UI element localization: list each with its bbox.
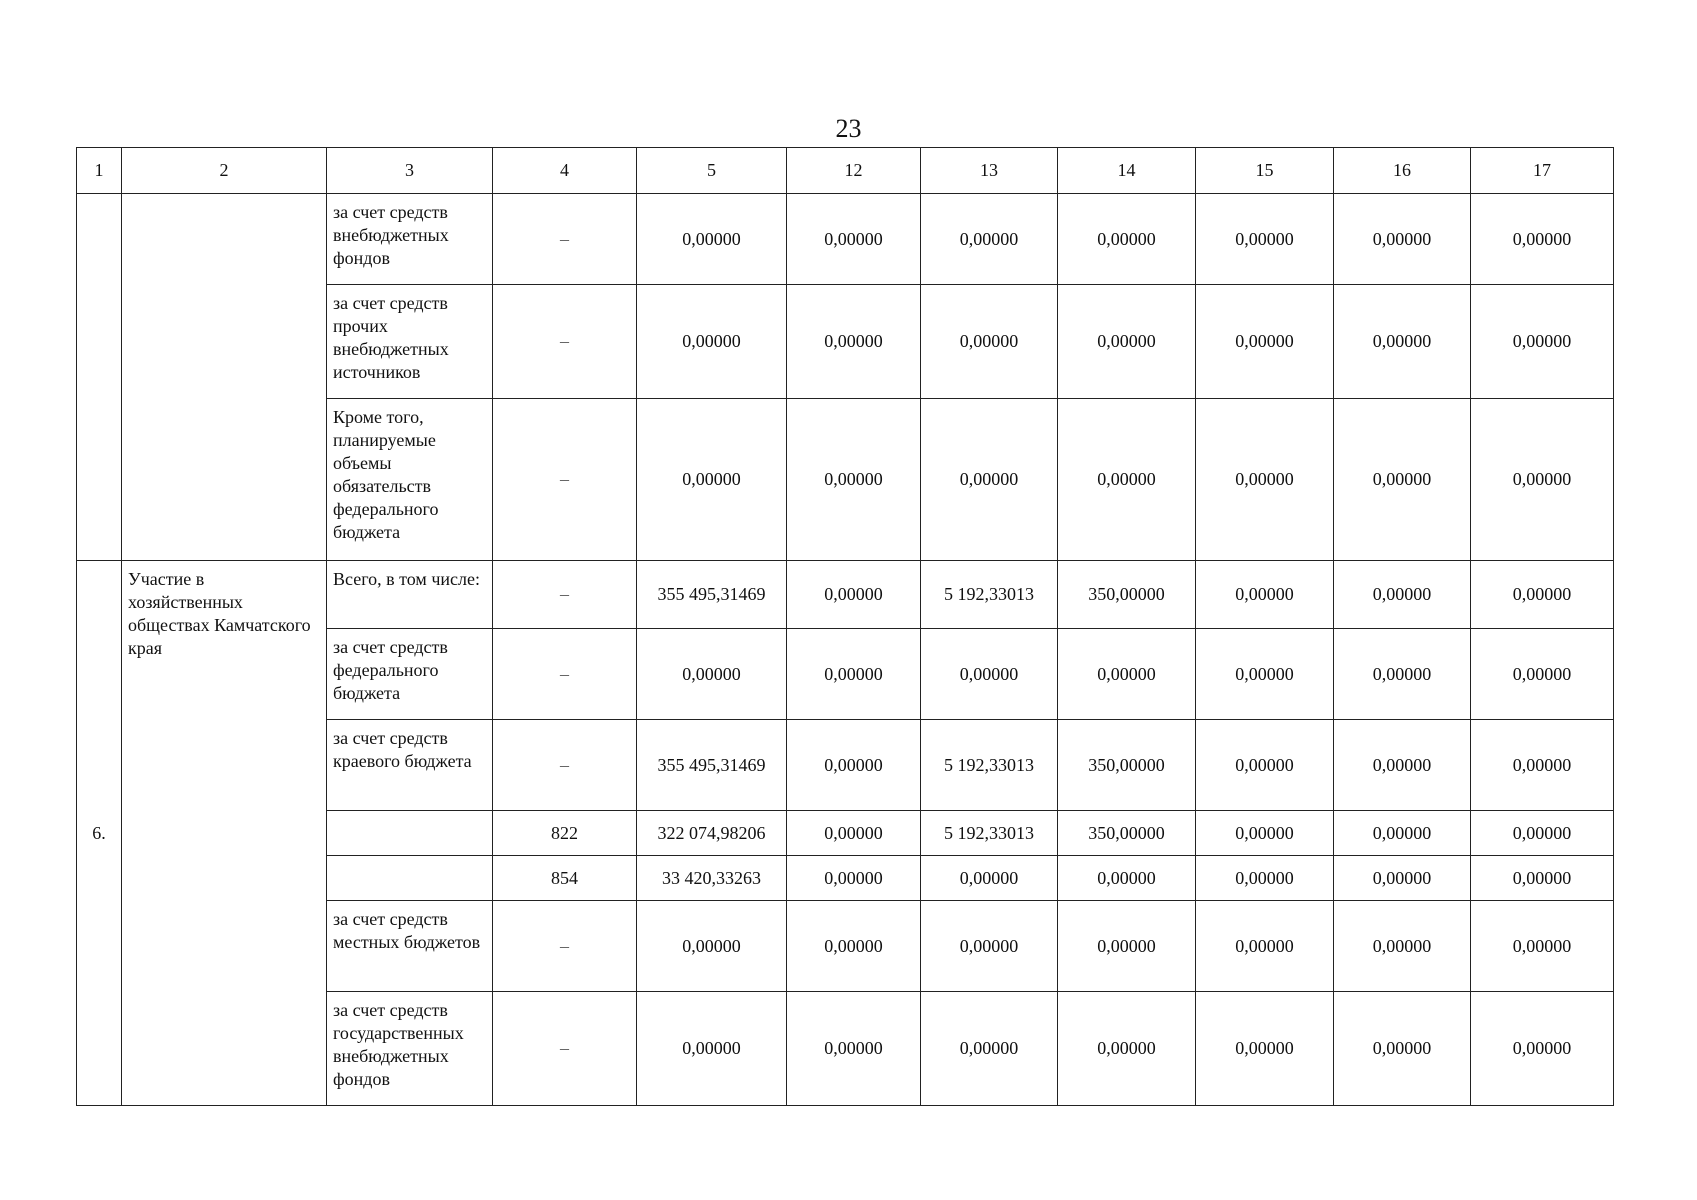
- value-cell: 350,00000: [1058, 561, 1196, 629]
- header-cell: 2: [122, 148, 327, 194]
- value-cell: 0,00000: [1334, 629, 1471, 720]
- value-cell: 0,00000: [1058, 194, 1196, 285]
- value-cell: 0,00000: [637, 285, 787, 399]
- funding-source-cell: за счет средств прочих внебюджетных источников: [327, 285, 493, 399]
- header-cell: 3: [327, 148, 493, 194]
- value-cell: 0,00000: [1058, 629, 1196, 720]
- value-cell: 0,00000: [1196, 856, 1334, 901]
- value-cell: 0,00000: [787, 561, 921, 629]
- value-cell: 0,00000: [787, 194, 921, 285]
- value-cell: 355 495,31469: [637, 720, 787, 811]
- value-cell: 0,00000: [921, 901, 1058, 992]
- funding-source-cell: [327, 856, 493, 901]
- value-cell: 0,00000: [921, 856, 1058, 901]
- funding-source-cell: за счет средств краевого бюджета: [327, 720, 493, 811]
- value-cell: 0,00000: [787, 901, 921, 992]
- funding-source-cell: за счет средств внебюджетных фондов: [327, 194, 493, 285]
- value-cell: 0,00000: [1471, 720, 1614, 811]
- value-cell: 0,00000: [1196, 399, 1334, 561]
- value-cell: 0,00000: [637, 629, 787, 720]
- value-cell: 0,00000: [787, 720, 921, 811]
- value-cell: 0,00000: [1334, 399, 1471, 561]
- value-cell: 5 192,33013: [921, 561, 1058, 629]
- header-cell: 15: [1196, 148, 1334, 194]
- funding-source-cell: за счет средств федерального бюджета: [327, 629, 493, 720]
- value-cell: 0,00000: [1196, 720, 1334, 811]
- header-cell: 16: [1334, 148, 1471, 194]
- code-cell: –: [493, 561, 637, 629]
- code-cell: –: [493, 901, 637, 992]
- funding-source-cell: Всего, в том числе:: [327, 561, 493, 629]
- header-cell: 5: [637, 148, 787, 194]
- header-row: [77, 148, 1614, 194]
- code-cell: –: [493, 194, 637, 285]
- value-cell: 0,00000: [1196, 629, 1334, 720]
- table-row: [77, 194, 1614, 285]
- code-cell: –: [493, 399, 637, 561]
- value-cell: 0,00000: [637, 901, 787, 992]
- value-cell: 0,00000: [1471, 856, 1614, 901]
- value-cell: 0,00000: [787, 399, 921, 561]
- value-cell: 0,00000: [1471, 561, 1614, 629]
- value-cell: 0,00000: [1196, 901, 1334, 992]
- page-number: 23: [835, 114, 862, 143]
- value-cell: 355 495,31469: [637, 561, 787, 629]
- value-cell: 0,00000: [1196, 194, 1334, 285]
- value-cell: 0,00000: [1334, 561, 1471, 629]
- value-cell: 0,00000: [921, 194, 1058, 285]
- value-cell: 0,00000: [787, 992, 921, 1106]
- value-cell: 0,00000: [1471, 194, 1614, 285]
- funding-source-cell: Кроме того, планируемые объемы обязательств федерального бюджета: [327, 399, 493, 561]
- code-cell: –: [493, 720, 637, 811]
- value-cell: 0,00000: [1471, 629, 1614, 720]
- value-cell: 0,00000: [637, 194, 787, 285]
- value-cell: 0,00000: [1471, 399, 1614, 561]
- value-cell: 0,00000: [787, 285, 921, 399]
- code-cell: –: [493, 992, 637, 1106]
- value-cell: 0,00000: [1471, 285, 1614, 399]
- header-cell: 17: [1471, 148, 1614, 194]
- header-cell: 14: [1058, 148, 1196, 194]
- value-cell: 0,00000: [1196, 992, 1334, 1106]
- funding-source-cell: за счет средств местных бюджетов: [327, 901, 493, 992]
- value-cell: 0,00000: [787, 856, 921, 901]
- value-cell: 0,00000: [1471, 901, 1614, 992]
- funding-source-cell: за счет средств государственных внебюджетных фондов: [327, 992, 493, 1106]
- value-cell: 0,00000: [1058, 901, 1196, 992]
- value-cell: 0,00000: [921, 285, 1058, 399]
- value-cell: 0,00000: [921, 399, 1058, 561]
- value-cell: 0,00000: [1196, 811, 1334, 856]
- budget-table: [76, 147, 1614, 1106]
- section-name-cell: Участие в хозяйственных обществах Камчатского края: [122, 561, 327, 1106]
- value-cell: 0,00000: [921, 992, 1058, 1106]
- value-cell: 350,00000: [1058, 811, 1196, 856]
- value-cell: 350,00000: [1058, 720, 1196, 811]
- value-cell: 0,00000: [1058, 856, 1196, 901]
- section-number-cell: 6.: [77, 561, 122, 1106]
- value-cell: 0,00000: [1334, 856, 1471, 901]
- value-cell: 0,00000: [637, 399, 787, 561]
- value-cell: 0,00000: [1058, 399, 1196, 561]
- value-cell: 0,00000: [1471, 992, 1614, 1106]
- number-cell-empty: [77, 194, 122, 561]
- value-cell: 0,00000: [1334, 901, 1471, 992]
- value-cell: 0,00000: [1058, 992, 1196, 1106]
- value-cell: 5 192,33013: [921, 811, 1058, 856]
- header-cell: 4: [493, 148, 637, 194]
- value-cell: 0,00000: [1334, 720, 1471, 811]
- funding-source-cell: [327, 811, 493, 856]
- value-cell: 0,00000: [1334, 811, 1471, 856]
- value-cell: 0,00000: [637, 992, 787, 1106]
- value-cell: 0,00000: [1196, 561, 1334, 629]
- name-cell-empty: [122, 194, 327, 561]
- code-cell: 854: [493, 856, 637, 901]
- value-cell: 0,00000: [1334, 194, 1471, 285]
- value-cell: 0,00000: [787, 811, 921, 856]
- header-cell: 12: [787, 148, 921, 194]
- header-cell: 1: [77, 148, 122, 194]
- value-cell: 5 192,33013: [921, 720, 1058, 811]
- table-row: [77, 561, 1614, 629]
- value-cell: 0,00000: [1058, 285, 1196, 399]
- value-cell: 0,00000: [787, 629, 921, 720]
- value-cell: 0,00000: [1196, 285, 1334, 399]
- value-cell: 0,00000: [1334, 285, 1471, 399]
- code-cell: –: [493, 629, 637, 720]
- value-cell: 0,00000: [1471, 811, 1614, 856]
- code-cell: –: [493, 285, 637, 399]
- value-cell: 322 074,98206: [637, 811, 787, 856]
- header-cell: 13: [921, 148, 1058, 194]
- code-cell: 822: [493, 811, 637, 856]
- value-cell: 0,00000: [1334, 992, 1471, 1106]
- value-cell: 33 420,33263: [637, 856, 787, 901]
- value-cell: 0,00000: [921, 629, 1058, 720]
